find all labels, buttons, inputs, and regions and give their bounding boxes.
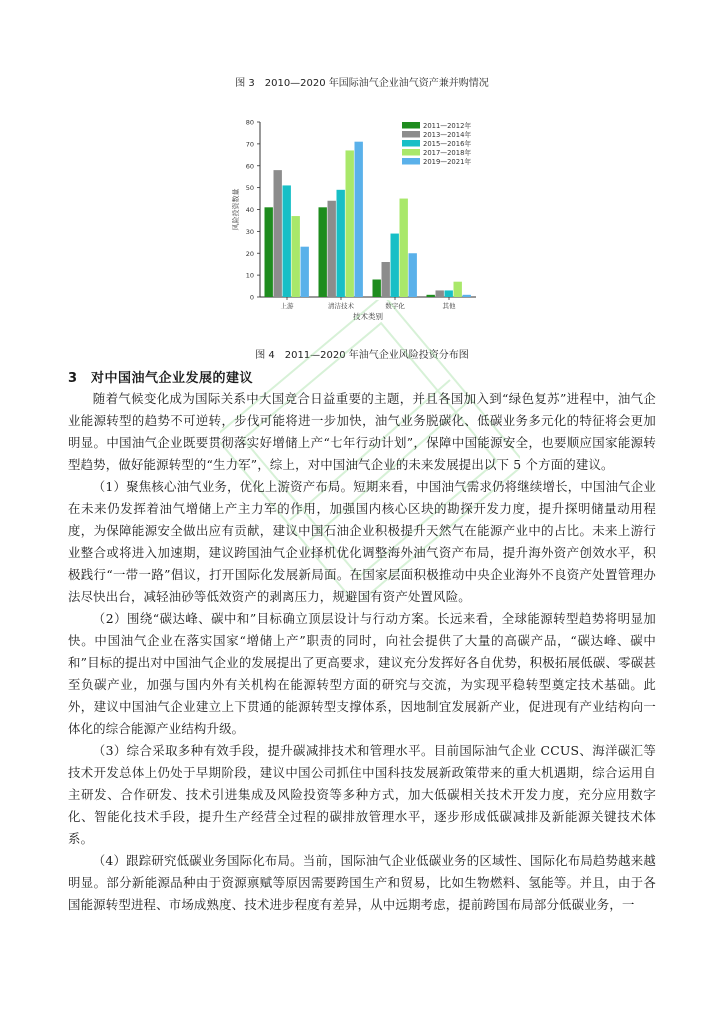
y-tick-label: 40 bbox=[245, 206, 254, 214]
x-tick-label: 数字化 bbox=[385, 302, 405, 310]
bar bbox=[445, 290, 453, 297]
figure-3-caption: 图 3 2010—2020 年国际油气企业油气资产兼并购情况 bbox=[235, 78, 489, 89]
paragraph-intro: 随着气候变化成为国际关系中大国竞合日益重要的主题，并且各国加入到“绿色复苏”进程中，油气企业能源转型的趋势不可逆转，步伐可能将进一步加快，油气业务脱碳化、低碳业务多元化的特征将会更加明显。中国油气企业既要贯彻落实好增储上产“七年行动计划”，保障中国能源安全，也要顺应国家能源转型趋势，做好能源转型的“生力军”，综上，对中国油气企业的未来发展提出以下 5 个方面的建议。 bbox=[68, 391, 656, 472]
bar bbox=[454, 282, 462, 297]
bar bbox=[382, 262, 390, 297]
bar bbox=[391, 234, 399, 297]
legend-label: 2019—2021年 bbox=[423, 158, 472, 166]
bar bbox=[301, 247, 309, 297]
y-tick-label: 0 bbox=[249, 293, 254, 302]
y-tick-label: 30 bbox=[245, 227, 254, 236]
legend-swatch bbox=[402, 149, 420, 156]
y-axis-label: 风险投资数量 bbox=[232, 188, 240, 231]
x-tick-label: 清洁技术 bbox=[328, 302, 354, 310]
paragraph-suggestion-4: （4）跟踪研究低碳业务国际化布局。当前，国际油气企业低碳业务的区域性、国际化布局趋势越来越明显。部分新能源品种由于资源禀赋等原因需要跨国生产和贸易，比如生物燃料、氢能等。并且，由于各国能源转型进程、市场成熟度、技术进步程度有差异，从中远期考虑，提前跨国布局部分低碳业务，一 bbox=[68, 853, 656, 912]
bar bbox=[337, 190, 345, 297]
bar bbox=[274, 170, 282, 297]
legend-label: 2011—2012年 bbox=[423, 122, 472, 130]
figure-4-bar-chart bbox=[200, 112, 490, 324]
figure-4-caption: 图 4 2011—2020 年油气企业风险投资分布图 bbox=[255, 350, 469, 361]
legend-swatch bbox=[402, 140, 420, 147]
bar bbox=[283, 185, 291, 297]
legend-label: 2017—2018年 bbox=[423, 149, 472, 157]
x-tick-label: 其他 bbox=[442, 302, 456, 310]
article-body bbox=[68, 388, 656, 916]
y-tick-label: 20 bbox=[245, 249, 254, 258]
paragraph-suggestion-2: （2）围绕“碳达峰、碳中和”目标确立顶层设计与行动方案。长远来看，全球能源转型趋势将明显加快。中国油气企业在落实国家“增储上产”职责的同时，向社会提供了大量的高碳产品，“碳达峰、碳中和”目标的提出对中国油气企业的发展提出了更高要求，建议充分发挥好各自优势，积极拓展低碳、零碳甚至负碳产业，加强与国内外有关机构在能源转型方面的研究与交流，为实现平稳转型奠定技术基础。此外，建议中国油气企业建立上下贯通的能源转型支撑体系，因地制宜发展新产业，促进现有产业结构向一体化的综合能源产业结构升级。 bbox=[68, 611, 656, 736]
bar bbox=[436, 290, 444, 297]
bar bbox=[328, 201, 336, 297]
section-heading: 3 对中国油气企业发展的建议 bbox=[68, 371, 254, 386]
legend-swatch bbox=[402, 122, 420, 129]
bar bbox=[409, 253, 417, 297]
paragraph-suggestion-3: （3）综合采取多种有效手段，提升碳减排技术和管理水平。目前国际油气企业 CCUS、海洋碳汇等技术开发总体上仍处于早期阶段，建议中国公司抓住中国科技发展新政策带来的重大机遇期，综合运用自主研发、合作研发、技术引进集成及风险投资等多种方式，加大低碳相关技术开发力度，充分应用数字化、智能化技术手段，提升生产经营全过程的碳排放管理水平，逐步形成低碳减排及新能源关键技术体系。 bbox=[68, 743, 656, 846]
y-tick-label: 70 bbox=[245, 140, 254, 149]
bar bbox=[427, 295, 435, 297]
legend-swatch bbox=[402, 158, 420, 165]
legend-label: 2015—2016年 bbox=[423, 140, 472, 148]
bar bbox=[346, 150, 354, 297]
legend-label: 2013—2014年 bbox=[423, 131, 472, 139]
x-tick-label: 上游 bbox=[280, 302, 294, 310]
legend-swatch bbox=[402, 131, 420, 138]
bar bbox=[319, 207, 327, 297]
y-tick-label: 10 bbox=[245, 271, 254, 280]
bar bbox=[373, 280, 381, 298]
x-axis-label: 技术类别 bbox=[353, 312, 383, 321]
y-tick-label: 60 bbox=[245, 162, 254, 171]
bar bbox=[463, 295, 471, 297]
bar bbox=[292, 216, 300, 297]
y-tick-label: 50 bbox=[245, 184, 254, 193]
bar bbox=[355, 142, 363, 297]
paragraph-suggestion-1: （1）聚焦核心油气业务，优化上游资产布局。短期来看，中国油气需求仍将继续增长，中国油气企业在未来仍发挥着油气增储上产主力军的作用，加强国内核心区块的勘探开发力度，提升探明储量动用程度，为保障能源安全做出应有贡献，建议中国石油企业积极提升天然气在能源产业中的占比。未来上游行业整合或将进入加速期，建议跨国油气企业择机优化调整海外油气资产布局，提升海外资产创效水平，积极践行“一带一路”倡议，打开国际化发展新局面。在国家层面积极推动中央企业海外不良资产处置管理办法尽快出台，减轻油砂等低效资产的剥离压力，规避国有资产处置风险。 bbox=[68, 479, 656, 604]
y-tick-label: 80 bbox=[245, 118, 254, 127]
bar bbox=[265, 207, 273, 297]
bar bbox=[400, 199, 408, 297]
